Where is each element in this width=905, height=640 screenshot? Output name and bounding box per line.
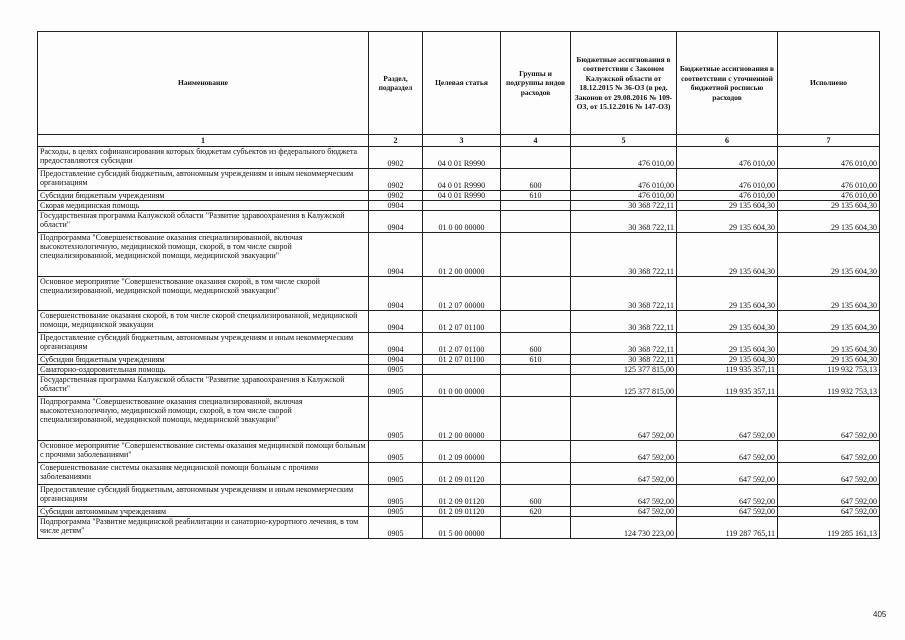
header-budget-refined: Бюджетные ассигнования в соответствии с уточненной бюджетной росписью расходов — [677, 32, 778, 135]
row-target: 01 2 09 01120 — [423, 507, 501, 517]
row-executed: 29 135 604,30 — [778, 311, 880, 333]
row-group: 600 — [501, 485, 571, 507]
table-row — [38, 311, 880, 333]
row-section: 0902 — [369, 147, 423, 169]
header-executed: Исполнено — [778, 32, 880, 135]
row-executed: 647 592,00 — [778, 463, 880, 485]
row-executed: 476 010,00 — [778, 147, 880, 169]
row-group — [501, 397, 571, 441]
row-group: 620 — [501, 507, 571, 517]
row-budget-law: 30 368 722,11 — [571, 355, 677, 365]
col-number: 1 — [38, 135, 369, 147]
row-budget-law: 647 592,00 — [571, 485, 677, 507]
col-number: 2 — [369, 135, 423, 147]
row-budget-refined: 119 935 357,11 — [677, 365, 778, 375]
row-target: 01 2 09 01120 — [423, 463, 501, 485]
header-section: Раздел, подраздел — [369, 32, 423, 135]
table-row — [38, 191, 880, 201]
row-budget-law: 476 010,00 — [571, 147, 677, 169]
row-section: 0902 — [369, 169, 423, 191]
row-group: 600 — [501, 169, 571, 191]
row-executed: 647 592,00 — [778, 397, 880, 441]
row-budget-law: 476 010,00 — [571, 169, 677, 191]
row-budget-law: 647 592,00 — [571, 397, 677, 441]
row-executed: 119 932 753,13 — [778, 365, 880, 375]
table-row — [38, 397, 880, 441]
row-name: Основное мероприятие "Совершенствование системы оказания медицинской помощи больным с прочими заболеваниями" — [38, 441, 369, 463]
row-group — [501, 375, 571, 397]
row-group: 600 — [501, 333, 571, 355]
table-row — [38, 441, 880, 463]
table-row — [38, 463, 880, 485]
row-budget-law: 30 368 722,11 — [571, 201, 677, 211]
row-budget-refined: 476 010,00 — [677, 191, 778, 201]
row-section: 0904 — [369, 233, 423, 277]
row-name: Подпрограмма "Совершенствование оказания специализированной, включая высокотехнологичную, медицинской помощи, скорой, в том числе скорой специализированной, медицинской помощи, медицинской эвакуации" — [38, 233, 369, 277]
row-group: 610 — [501, 355, 571, 365]
row-section: 0905 — [369, 463, 423, 485]
row-name: Субсидии бюджетным учреждениям — [38, 355, 369, 365]
row-budget-refined: 647 592,00 — [677, 507, 778, 517]
row-budget-law: 125 377 815,00 — [571, 365, 677, 375]
row-budget-refined: 476 010,00 — [677, 169, 778, 191]
row-name: Расходы, в целях софинансирования которых бюджетам субъектов из федерального бюджета предоставляются субсидии — [38, 147, 369, 169]
row-target: 01 2 09 00000 — [423, 441, 501, 463]
table-row — [38, 277, 880, 311]
row-executed: 476 010,00 — [778, 191, 880, 201]
row-name: Государственная программа Калужской области "Развитие здравоохранения в Калужской области" — [38, 211, 369, 233]
row-name: Государственная программа Калужской области "Развитие здравоохранения в Калужской области" — [38, 375, 369, 397]
row-executed: 119 932 753,13 — [778, 375, 880, 397]
row-name: Предоставление субсидий бюджетным, автономным учреждениям и иным некоммерческим организациям — [38, 333, 369, 355]
row-budget-refined: 119 287 765,11 — [677, 517, 778, 539]
row-section: 0905 — [369, 365, 423, 375]
row-target: 04 0 01 R9990 — [423, 147, 501, 169]
row-group — [501, 463, 571, 485]
row-budget-law: 30 368 722,11 — [571, 211, 677, 233]
row-executed: 29 135 604,30 — [778, 333, 880, 355]
row-budget-law: 124 730 223,00 — [571, 517, 677, 539]
table-row — [38, 201, 880, 211]
row-executed: 647 592,00 — [778, 485, 880, 507]
row-budget-law: 30 368 722,11 — [571, 311, 677, 333]
row-executed: 29 135 604,30 — [778, 211, 880, 233]
row-budget-law: 30 368 722,11 — [571, 333, 677, 355]
row-section: 0904 — [369, 311, 423, 333]
table-row — [38, 485, 880, 507]
table-row — [38, 147, 880, 169]
table-row — [38, 169, 880, 191]
row-budget-law: 125 377 815,00 — [571, 375, 677, 397]
row-executed: 29 135 604,30 — [778, 277, 880, 311]
row-budget-refined: 29 135 604,30 — [677, 233, 778, 277]
table-row — [38, 211, 880, 233]
row-budget-refined: 119 935 357,11 — [677, 375, 778, 397]
row-target — [423, 201, 501, 211]
row-group — [501, 277, 571, 311]
row-executed: 647 592,00 — [778, 507, 880, 517]
row-executed: 476 010,00 — [778, 169, 880, 191]
row-executed: 647 592,00 — [778, 441, 880, 463]
row-budget-refined: 647 592,00 — [677, 485, 778, 507]
row-section: 0904 — [369, 333, 423, 355]
row-group — [501, 147, 571, 169]
col-number: 5 — [571, 135, 677, 147]
budget-table — [37, 31, 880, 539]
header-target: Целевая статья — [423, 32, 501, 135]
row-budget-refined: 647 592,00 — [677, 441, 778, 463]
table-header-row — [38, 32, 880, 135]
row-target — [423, 365, 501, 375]
row-target: 01 5 00 00000 — [423, 517, 501, 539]
row-section: 0905 — [369, 507, 423, 517]
row-section: 0905 — [369, 485, 423, 507]
row-name: Скорая медицинская помощь — [38, 201, 369, 211]
table-row — [38, 333, 880, 355]
row-group — [501, 233, 571, 277]
row-name: Субсидии автономным учреждениям — [38, 507, 369, 517]
table-row — [38, 375, 880, 397]
row-group — [501, 201, 571, 211]
row-group: 610 — [501, 191, 571, 201]
row-budget-refined: 647 592,00 — [677, 463, 778, 485]
header-group: Группы и подгруппы видов расходов — [501, 32, 571, 135]
row-budget-law: 30 368 722,11 — [571, 277, 677, 311]
header-name: Наименование — [38, 32, 369, 135]
row-section: 0902 — [369, 191, 423, 201]
row-target: 01 2 07 01100 — [423, 311, 501, 333]
row-name: Предоставление субсидий бюджетным, автономным учреждениям и иным некоммерческим организациям — [38, 485, 369, 507]
row-budget-refined: 29 135 604,30 — [677, 201, 778, 211]
col-number: 3 — [423, 135, 501, 147]
row-section: 0904 — [369, 355, 423, 365]
row-section: 0905 — [369, 397, 423, 441]
col-number: 6 — [677, 135, 778, 147]
row-name: Подпрограмма "Совершенствование оказания специализированной, включая высокотехнологичную, медицинской помощи, скорой, в том числе скорой специализированной, медицинской помощи, медицинской эвакуации" — [38, 397, 369, 441]
table-row — [38, 365, 880, 375]
row-name: Субсидии бюджетным учреждениям — [38, 191, 369, 201]
row-section: 0905 — [369, 375, 423, 397]
row-executed: 119 285 161,13 — [778, 517, 880, 539]
row-group — [501, 211, 571, 233]
row-name: Предоставление субсидий бюджетным, автономным учреждениям и иным некоммерческим организациям — [38, 169, 369, 191]
row-executed: 29 135 604,30 — [778, 201, 880, 211]
col-number: 4 — [501, 135, 571, 147]
row-target: 01 2 00 00000 — [423, 397, 501, 441]
table-row — [38, 233, 880, 277]
row-group — [501, 311, 571, 333]
row-target: 01 2 09 01120 — [423, 485, 501, 507]
row-target: 01 0 00 00000 — [423, 375, 501, 397]
row-budget-refined: 29 135 604,30 — [677, 277, 778, 311]
row-target: 01 2 07 00000 — [423, 277, 501, 311]
row-group — [501, 365, 571, 375]
row-section: 0904 — [369, 211, 423, 233]
row-budget-refined: 29 135 604,30 — [677, 355, 778, 365]
row-section: 0904 — [369, 277, 423, 311]
row-target: 01 2 07 01100 — [423, 333, 501, 355]
row-executed: 29 135 604,30 — [778, 233, 880, 277]
row-budget-refined: 647 592,00 — [677, 397, 778, 441]
row-section: 0905 — [369, 441, 423, 463]
row-name: Совершенствование системы оказания медицинской помощи больным с прочими заболеваниями — [38, 463, 369, 485]
col-number: 7 — [778, 135, 880, 147]
row-target: 01 2 07 01100 — [423, 355, 501, 365]
table-row — [38, 355, 880, 365]
row-budget-refined: 29 135 604,30 — [677, 333, 778, 355]
row-target: 01 2 00 00000 — [423, 233, 501, 277]
page-number: 405 — [873, 610, 887, 619]
row-executed: 29 135 604,30 — [778, 355, 880, 365]
row-target: 04 0 01 R9990 — [423, 191, 501, 201]
row-budget-law: 647 592,00 — [571, 441, 677, 463]
row-section: 0905 — [369, 517, 423, 539]
row-name: Основное мероприятие "Совершенствование оказания скорой, в том числе скорой специализированной, медицинской помощи, медицинской эвакуации" — [38, 277, 369, 311]
row-target: 04 0 01 R9990 — [423, 169, 501, 191]
row-name: Санаторно-оздоровительная помощь — [38, 365, 369, 375]
row-name: Подпрограмма "Развитие медицинской реабилитации и санаторно-курортного лечения, в том числе детям" — [38, 517, 369, 539]
row-section: 0904 — [369, 201, 423, 211]
row-budget-law: 476 010,00 — [571, 191, 677, 201]
row-group — [501, 517, 571, 539]
table-row — [38, 507, 880, 517]
table-row — [38, 517, 880, 539]
row-name: Совершенствование оказания скорой, в том числе скорой специализированной, медицинской помощи, медицинской эвакуации — [38, 311, 369, 333]
row-group — [501, 441, 571, 463]
row-target: 01 0 00 00000 — [423, 211, 501, 233]
column-number-row — [38, 135, 880, 147]
row-budget-law: 647 592,00 — [571, 507, 677, 517]
row-budget-refined: 476 010,00 — [677, 147, 778, 169]
row-budget-refined: 29 135 604,30 — [677, 311, 778, 333]
row-budget-law: 647 592,00 — [571, 463, 677, 485]
row-budget-law: 30 368 722,11 — [571, 233, 677, 277]
row-budget-refined: 29 135 604,30 — [677, 211, 778, 233]
header-budget-law: Бюджетные ассигнования в соответствии с Законом Калужской области от 18.12.2015 № 36-ОЗ (в ред. Законов от 29.08.2016 № 109-ОЗ, от 15.12.2016 № 147-ОЗ) — [571, 32, 677, 135]
